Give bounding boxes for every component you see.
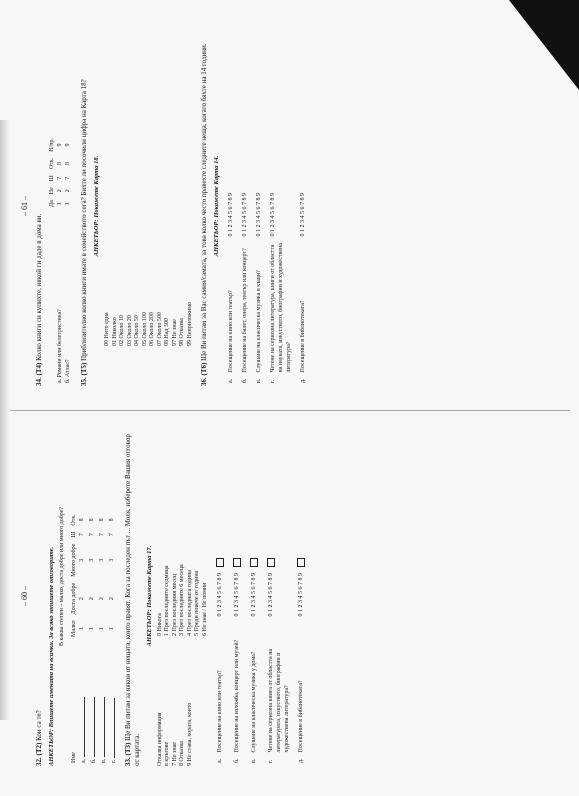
option-item: 1 През последните седмица [164,565,170,636]
scale-header: В каква степен – малко, доста добре или много добре? [59,506,65,646]
row-label: Атлас? [65,359,71,377]
col-header: Име [70,752,77,763]
answer-options [104,26,194,346]
col-header: Не [49,187,55,195]
row-letter: г. [268,759,274,763]
code-cell[interactable]: 1 [88,627,95,631]
code-cell[interactable]: 3 [98,558,105,562]
col-header: Ш [49,175,55,182]
name-entry-field[interactable] [88,697,95,757]
question-36 [200,26,209,386]
legend-line: Отказва информация [156,712,163,766]
option-item: 0 Никога [156,613,163,636]
question-label: 33. (T3) [123,742,132,766]
option-item[interactable]: 07 Около 500 [156,312,163,346]
code-scale[interactable]: 0 1 2 3 4 5 6 7 8 9 [298,572,304,617]
option-item[interactable]: 03 Около 20 [126,315,133,346]
code-cell[interactable]: 9 [57,143,63,147]
legend-line: 8 Отказва [179,741,185,766]
code-cell[interactable]: 7 [108,533,115,537]
code-cell[interactable]: 8 [98,518,105,522]
activity-table [224,190,310,386]
interviewer-instruction: АНКЕТЬОР: Покажете Карта 14. [213,155,220,257]
name-entry-field[interactable] [98,697,105,757]
row-letter: б. [242,378,248,383]
answer-box[interactable] [250,558,258,567]
code-cell[interactable]: 8 [88,518,95,522]
table-row [56,135,64,386]
question-text: Ще Ви питам за някои от нещата, които правят. Кога за последен път ... Моля, изберете Вашия отговор от картата. [123,434,141,766]
col-header: Отк. [49,157,55,170]
code-cell[interactable]: 1 [57,202,63,206]
q34-table [48,135,72,386]
option-item: 3 През последните 6 месеца [179,564,185,636]
col-header: Н/пр. [49,138,55,152]
interviewer-instruction: АНКЕТЬОР: Впишете имената на всички. За всяко запишете отговорите. [48,546,55,766]
row-letter: г. [270,379,276,383]
names-table [70,511,118,766]
table-row [296,190,310,386]
option-item[interactable]: 02 Около 10 [119,315,125,346]
row-label: Посещение на кино или театър? [217,670,223,753]
question-label: 32. (T2) [35,742,43,766]
option-item[interactable]: 00 Нито една [104,312,110,346]
question-text: Приблизително колко книги имате в семейството сега? Бихте ли посочили цифра на Карта 18? [80,79,88,361]
table-row [266,190,296,386]
code-cell[interactable]: 1 [78,627,85,631]
code-cell[interactable]: 2 [65,189,71,193]
code-cell[interactable]: 7 [98,533,105,537]
code-cell[interactable]: 3 [78,558,85,562]
code-cell[interactable]: 7 [57,176,63,180]
question-label: 35. (T5) [80,362,88,386]
legend-line: в кръгове [164,741,170,766]
question-text: Колко книги си купихте, някой ги даде в дома ви. [35,213,43,361]
code-scale[interactable]: 0 1 2 3 4 5 6 7 8 9 [228,192,234,237]
code-cell[interactable]: 2 [88,597,95,601]
col-header: Доста добре [70,582,77,615]
legend-line: 7 Не знае [171,742,178,766]
row-label: Четене на сериозна книга от областта на литературата, изкуството, биографии и художествена литература? [268,648,290,753]
row-label: Слушане на класическа музика в къщи? [256,270,262,373]
option-item[interactable]: 99 Неприложимо [186,302,193,346]
code-cell[interactable]: 7 [78,533,85,537]
code-cell[interactable]: 7 [65,176,71,180]
code-cell[interactable]: 9 [65,143,71,147]
col-header: Да [49,200,55,207]
page-fold [10,410,570,411]
code-cell[interactable]: 1 [65,202,71,206]
legend-line: 9 Не става, хората, които [186,702,193,766]
right-page [20,26,560,386]
option-item[interactable]: 05 Около 100 [141,312,148,346]
row-letter: а. [80,758,87,763]
col-header: Отк. [70,514,77,526]
page-number: – 60 – [20,586,29,606]
activity-table [213,555,311,766]
question-33 [124,426,142,766]
table-row [224,190,238,386]
code-cell[interactable]: 3 [88,558,95,562]
row-letter: в. [251,758,257,763]
table-row [213,555,230,766]
answer-box[interactable] [233,558,241,567]
code-scale[interactable]: 0 1 2 3 4 5 6 7 8 9 [270,192,276,237]
code-cell[interactable]: 7 [88,533,95,537]
row-letter: б. [65,378,71,383]
code-scale[interactable]: 0 1 2 3 4 5 6 7 8 9 [268,572,274,617]
table-row [252,190,266,386]
code-scale[interactable]: 0 1 2 3 4 5 6 7 8 9 [251,572,257,617]
col-header: Ш [70,531,77,538]
code-cell[interactable]: 8 [57,161,63,165]
row-letter: г. [110,759,117,763]
answer-box[interactable] [297,558,305,567]
table-row [247,555,264,766]
code-cell[interactable]: 2 [57,189,63,193]
question-text: Ще Ви питам за Вас самия/самата, за това колко често правехте следните неща, когато бяхте на 14 години. [200,43,208,361]
option-item: 4 През последната година [186,570,193,636]
code-scale[interactable]: 0 1 2 3 4 5 6 7 8 9 [217,572,223,617]
interviewer-instruction: АНКЕТЬОР: Покажете Карта 17. [145,545,153,647]
option-item[interactable]: 97 Не знае [171,319,178,346]
table-row [238,190,252,386]
interviewer-instruction: АНКЕТЬОР: Покажете Карта 18. [93,155,100,257]
table-row [108,511,118,766]
row-letter: a. [217,758,223,763]
name-entry-field[interactable] [108,698,115,758]
table-row [88,511,98,766]
left-page [20,426,560,766]
row-letter: б. [234,758,240,763]
question-35 [80,26,89,386]
code-scale[interactable]: 0 1 2 3 4 5 6 7 8 9 [234,572,240,617]
code-cell[interactable]: 1 [98,627,105,631]
option-item[interactable]: 01 Няколко [111,317,118,346]
code-cell[interactable]: 3 [108,558,115,562]
code-cell[interactable]: 2 [108,597,115,601]
option-item: 2 През последния месец [171,574,178,636]
row-label: Романи или белетристика? [57,309,63,378]
table-row [64,135,72,386]
question-text: Кои са те? [35,710,43,741]
table-row [294,555,311,766]
row-label: Посещение в библиотеката? [298,680,304,753]
code-scale[interactable]: 0 1 2 3 4 5 6 7 8 9 [300,192,306,237]
table-row [78,511,88,766]
code-cell[interactable]: 8 [78,518,85,522]
question-34 [35,26,44,386]
option-item[interactable]: 98 Отказва [179,318,185,346]
page-number: – 61 – [20,196,29,216]
answer-box[interactable] [216,558,224,567]
row-letter: д. [300,378,306,383]
code-cell[interactable]: 2 [98,597,105,601]
code-scale[interactable]: 0 1 2 3 4 5 6 7 8 9 [242,192,248,237]
option-item: 5 Преди повече от година [194,570,200,636]
option-item[interactable]: 04 Около 50 [134,315,140,346]
answer-box[interactable] [267,558,275,567]
code-cell[interactable]: 8 [65,161,71,165]
option-item: 6 Не знае / Не помни [201,582,208,636]
row-label: Посещение на кино или театър? [228,290,234,373]
row-letter: a. [228,378,234,383]
col-header: Много добре [70,543,77,577]
code-scale[interactable]: 0 1 2 3 4 5 6 7 8 9 [256,192,262,237]
code-cell[interactable]: 8 [108,518,115,522]
legend-notes [157,656,210,766]
row-letter: в. [256,378,262,383]
table-row [98,511,108,766]
row-letter: д. [298,758,304,763]
question-label: 36. (T6) [200,362,208,386]
row-letter: б. [90,758,97,763]
answer-options [157,564,210,636]
option-item[interactable]: 06 Около 200 [149,312,155,346]
name-entry-field[interactable] [78,697,85,757]
col-header: Малко [70,620,77,637]
table-row [230,555,247,766]
row-label: Посещение на изложба, концерт или музей? [234,639,240,753]
question-label: 34. (T4) [35,362,43,386]
row-label: Слушане на класическа музика у дома? [251,651,257,753]
row-letter: а. [57,378,63,383]
code-cell[interactable]: 1 [108,627,115,631]
row-label: Посещение на балет, опера, театър или концерт? [242,248,248,373]
code-cell[interactable]: 2 [78,597,85,601]
row-letter: в. [100,758,107,763]
question-32 [35,426,44,766]
row-label: Четене на сериозна литература, книги от областта на науката, изкуството, биографии и художествена литература? [270,243,292,373]
row-label: Посещение в библиотеката? [300,300,306,373]
option-item[interactable]: 08 Над 500 [164,317,170,346]
table-row [264,555,294,766]
